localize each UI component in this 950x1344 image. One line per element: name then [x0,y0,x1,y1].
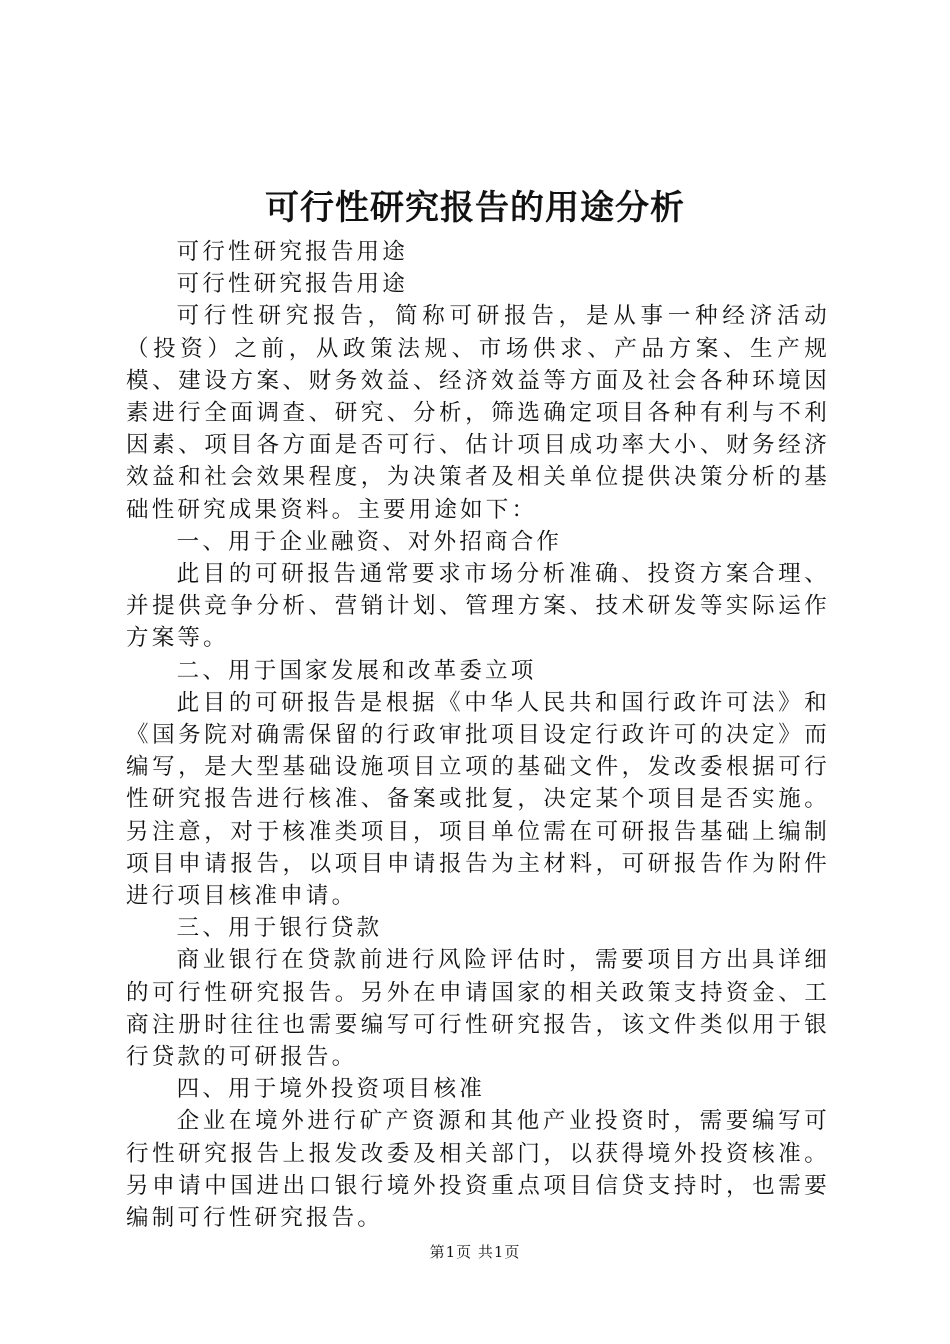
body-paragraph: 可行性研究报告用途 [176,271,408,298]
section-heading: 四、用于境外投资项目核准 [176,1076,486,1103]
body-paragraph: 商业银行在贷款前进行风险评估时，需要项目方出具详细的可行性研究报告。另外在申请国家的相关政策支持资金、工商注册时往往也需要编写可行性研究报告，该文件类似用于银行贷款的可研报告。 [126,947,830,1071]
section-heading: 二、用于国家发展和改革委立项 [176,657,537,684]
body-paragraph: 可行性研究报告，简称可研报告，是从事一种经济活动（投资）之前，从政策法规、市场供求、产品方案、生产规模、建设方案、财务效益、经济效益等方面及社会各种环境因素进行全面调查、研究、分析，筛选确定项目各种有利与不利因素、项目各方面是否可行、估计项目成功率大小、财务经济效益和社会效果程度，为决策者及相关单位提供决策分析的基础性研究成果资料。主要用途如下： [126,303,830,523]
body-paragraph: 此目的可研报告通常要求市场分析准确、投资方案合理、并提供竞争分析、营销计划、管理方案、技术研发等实际运作方案等。 [126,561,830,652]
body-paragraph: 企业在境外进行矿产资源和其他产业投资时，需要编写可行性研究报告上报发改委及相关部门，以获得境外投资核准。另申请中国进出口银行境外投资重点项目信贷支持时，也需要编制可行性研究报告。 [126,1108,830,1232]
section-heading: 一、用于企业融资、对外招商合作 [176,528,563,555]
body-paragraph: 可行性研究报告用途 [176,239,408,265]
document-title: 可行性研究报告的用途分析 [265,188,685,228]
document-body [126,236,830,1234]
section-heading: 三、用于银行贷款 [176,915,383,942]
body-paragraph: 此目的可研报告是根据《中华人民共和国行政许可法》和《国务院对确需保留的行政审批项目设定行政许可的决定》而编写，是大型基础设施项目立项的基础文件，发改委根据可行性研究报告进行核准、备案或批复，决定某个项目是否实施。另注意，对于核准类项目，项目单位需在可研报告基础上编制项目申请报告，以项目申请报告为主材料，可研报告作为附件进行项目核准申请。 [126,689,830,910]
page-footer: 第1页 共1页 [429,1243,521,1261]
